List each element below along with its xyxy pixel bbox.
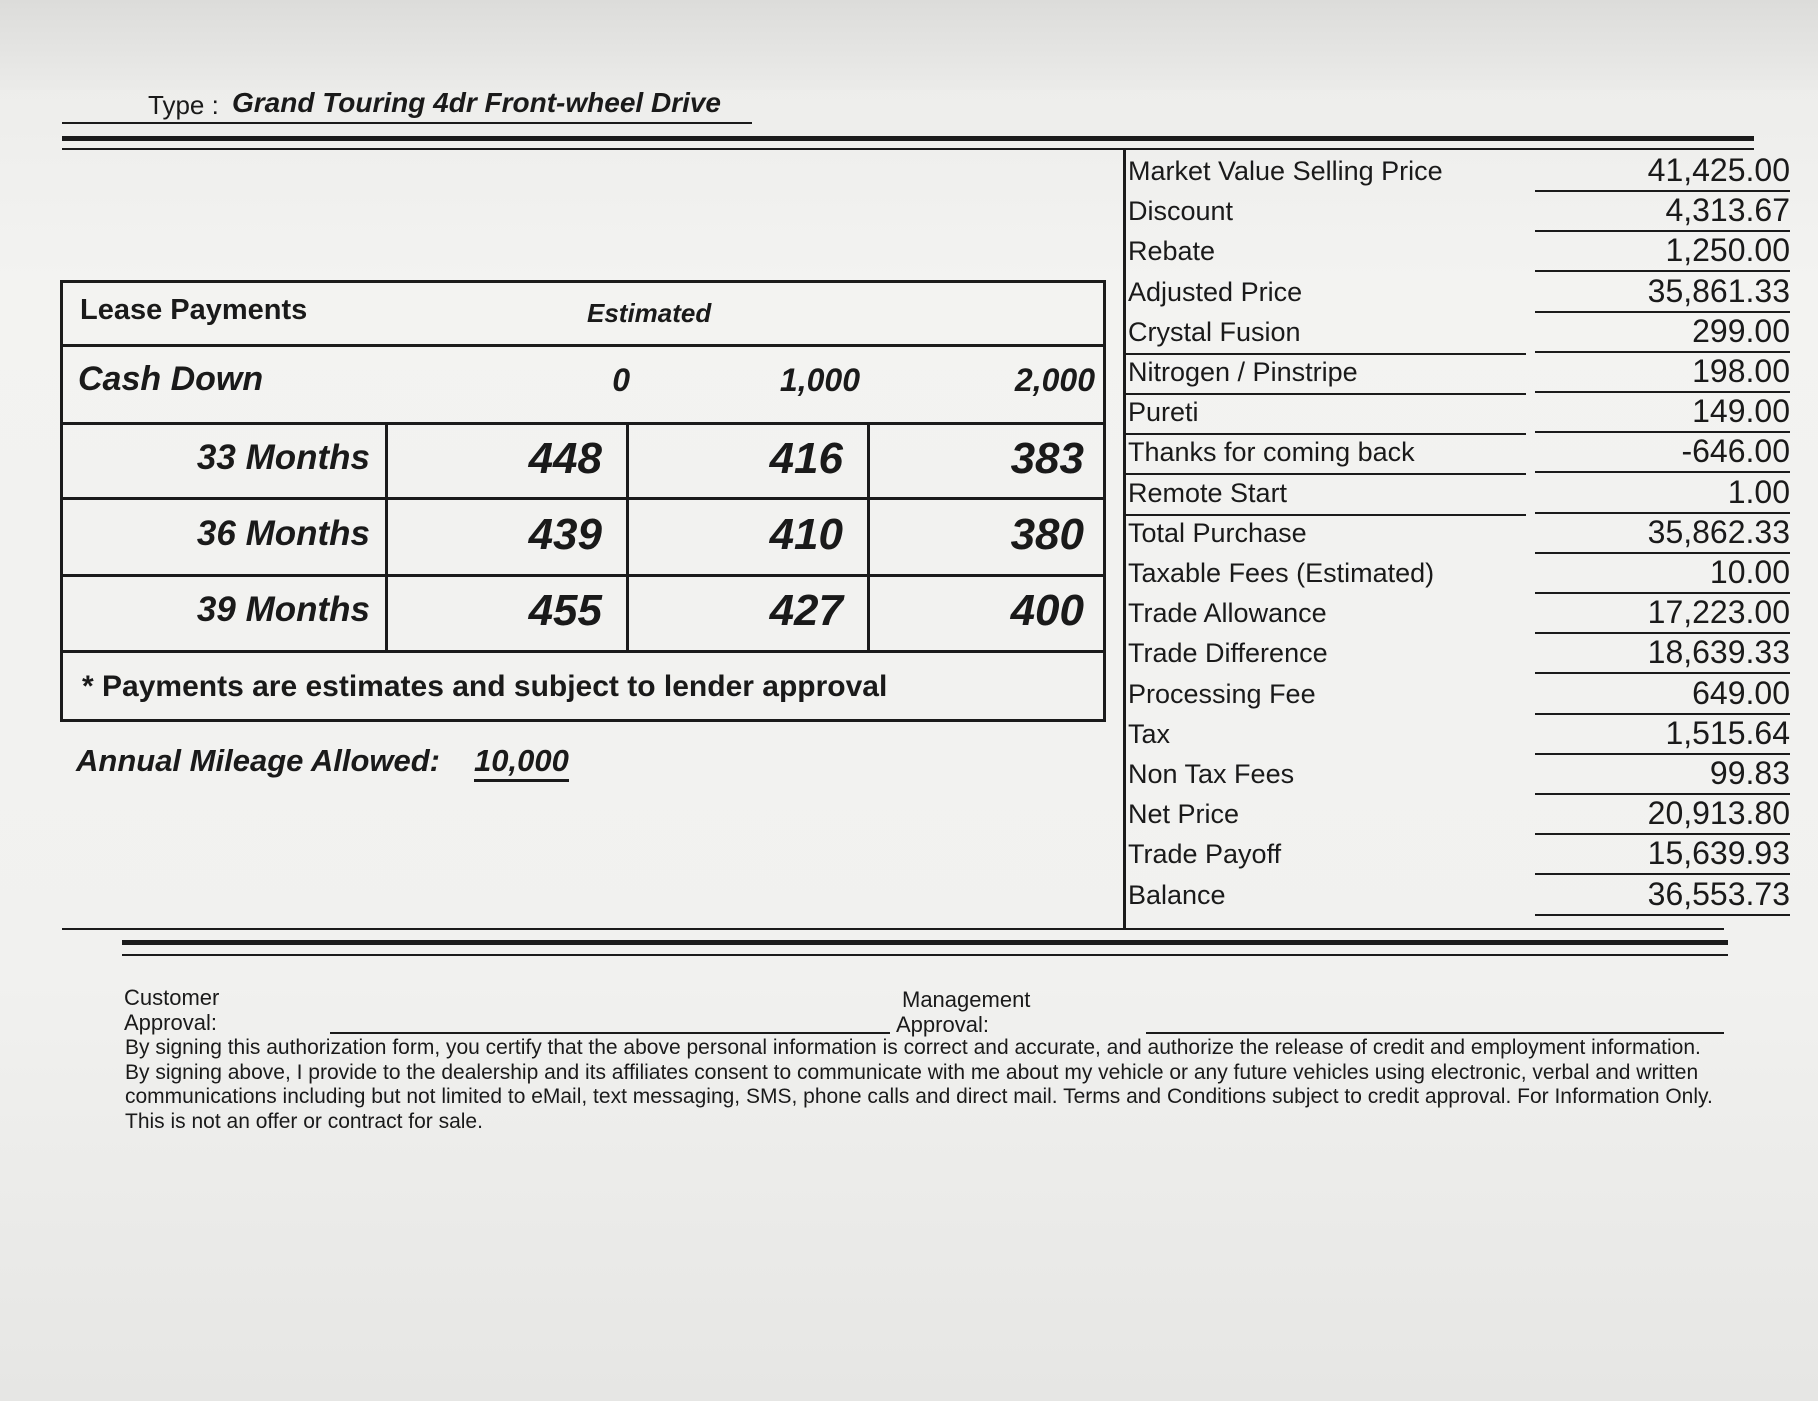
pricing-value: 1.00 <box>1727 473 1790 510</box>
pricing-label-underline <box>1126 433 1526 435</box>
lease-payment: 455 <box>528 586 602 635</box>
pricing-value: 17,223.00 <box>1647 594 1790 631</box>
lease-payment: 410 <box>769 510 843 559</box>
pricing-label: Nitrogen / Pinstripe <box>1128 357 1358 387</box>
pricing-value: 99.83 <box>1709 755 1790 791</box>
pricing-label: Remote Start <box>1128 477 1288 508</box>
pricing-label: Thanks for coming back <box>1128 437 1415 468</box>
lease-disclaimer: * Payments are estimates and subject to lender approval <box>82 670 888 703</box>
pricing-label: Balance <box>1128 879 1226 910</box>
cash-down-option: 1,000 <box>779 362 860 398</box>
pricing-value: 20,913.80 <box>1647 795 1790 832</box>
vehicle-type: Grand Touring 4dr Front-wheel Drive <box>232 87 722 118</box>
pricing-label: Total Purchase <box>1128 517 1307 548</box>
paper-fold-shadow <box>0 0 1818 90</box>
lease-payment: 416 <box>769 434 843 483</box>
footer-rule-second <box>122 954 1728 956</box>
lease-term: 39 Months <box>196 590 370 629</box>
mileage-label: Annual Mileage Allowed: <box>76 743 440 778</box>
pricing-value: 15,639.93 <box>1647 835 1790 872</box>
lease-term: 36 Months <box>196 514 370 553</box>
pricing-label: Trade Payoff <box>1128 839 1282 870</box>
pricing-label: Trade Allowance <box>1128 598 1327 629</box>
lease-payment: 400 <box>1010 586 1084 635</box>
lease-term: 33 Months <box>196 438 370 477</box>
pricing-label: Rebate <box>1128 236 1216 267</box>
lease-row-divider <box>62 497 1104 500</box>
lease-title: Lease Payments <box>80 294 308 326</box>
pricing-label: Trade Difference <box>1128 638 1328 669</box>
pricing-label: Tax <box>1128 718 1171 749</box>
lease-col-divider <box>867 422 870 652</box>
pricing-value: 10.00 <box>1709 554 1790 590</box>
pricing-value: 36,553.73 <box>1647 875 1790 912</box>
management-approval-label: Management <box>902 987 1031 1012</box>
pricing-label: Market Value Selling Price <box>1128 156 1443 186</box>
pricing-label-underline <box>1126 393 1526 395</box>
lease-row-divider <box>62 574 1104 577</box>
footer-rule-thin <box>1124 928 1724 930</box>
pricing-label: Discount <box>1128 196 1234 227</box>
header-rule-thin <box>62 122 752 124</box>
pricing-value: 18,639.33 <box>1647 634 1790 671</box>
pricing-value: 35,861.33 <box>1647 272 1790 309</box>
pricing-value: -646.00 <box>1681 433 1790 470</box>
customer-approval-label: Customer <box>124 985 220 1010</box>
pricing-label: Net Price <box>1128 799 1240 830</box>
pricing-label: Pureti <box>1128 397 1199 428</box>
type-label: Type : <box>148 90 219 120</box>
pricing-value: 4,313.67 <box>1665 192 1790 229</box>
lease-payment: 439 <box>528 510 602 559</box>
pricing-label: Taxable Fees (Estimated) <box>1128 558 1435 588</box>
pricing-label-underline <box>1126 353 1526 355</box>
lease-estimated-label: Estimated <box>587 298 712 328</box>
footer-rule-thick <box>122 940 1728 945</box>
section-divider <box>1123 148 1126 928</box>
lease-cashdown-divider <box>62 422 1104 425</box>
header-rule-thick <box>62 136 1754 141</box>
pricing-label-underline <box>1126 514 1526 516</box>
pricing-value: 198.00 <box>1692 353 1790 389</box>
pricing-value: 1,515.64 <box>1665 714 1790 751</box>
pricing-label: Crystal Fusion <box>1128 316 1301 347</box>
customer-signature-line[interactable] <box>330 1032 890 1034</box>
lease-payment: 427 <box>769 586 843 635</box>
cash-down-label: Cash Down <box>78 360 264 398</box>
pricing-value: 1,250.00 <box>1665 232 1790 269</box>
management-approval-label: Approval: <box>896 1012 989 1037</box>
cash-down-option: 0 <box>612 362 630 398</box>
customer-approval-label: Approval: <box>124 1010 217 1035</box>
pricing-value: 41,425.00 <box>1647 152 1790 188</box>
header-rule-second <box>62 148 1754 150</box>
footer-rule-thin <box>62 928 1124 930</box>
lease-payment: 383 <box>1010 434 1084 483</box>
pricing-value: 299.00 <box>1692 312 1790 349</box>
pricing-value: 649.00 <box>1692 674 1790 711</box>
lease-row-divider <box>62 650 1104 653</box>
pricing-value: 149.00 <box>1692 393 1790 430</box>
lease-header-divider <box>62 344 1104 347</box>
mileage-value: 10,000 <box>474 743 569 782</box>
pricing-label: Adjusted Price <box>1128 276 1303 307</box>
pricing-label: Non Tax Fees <box>1128 759 1295 789</box>
legal-disclaimer: By signing this authorization form, you certify that the above personal information is correct and accurate, and authorize the release of credit and employment information. By signing above, I provide to the dealership and its affiliates consent to communicate with me about my vehicle or any future vehicles using electronic, verbal and written communications including but not limited to eMail, text messaging, SMS, phone calls and direct mail. Terms and Conditions subject to credit approval. For Information Only. This is not an offer or contract for sale. <box>125 1036 1713 1133</box>
lease-col-divider <box>385 422 388 652</box>
pricing-label: Processing Fee <box>1128 678 1316 709</box>
management-signature-line[interactable] <box>1146 1032 1724 1034</box>
lease-payment: 448 <box>528 434 602 483</box>
cash-down-option: 2,000 <box>1014 362 1095 398</box>
pricing-value-underline <box>1535 914 1790 916</box>
pricing-value: 35,862.33 <box>1647 513 1790 550</box>
pricing-label-underline <box>1126 473 1526 475</box>
lease-payment: 380 <box>1010 510 1084 559</box>
lease-col-divider <box>626 422 629 652</box>
